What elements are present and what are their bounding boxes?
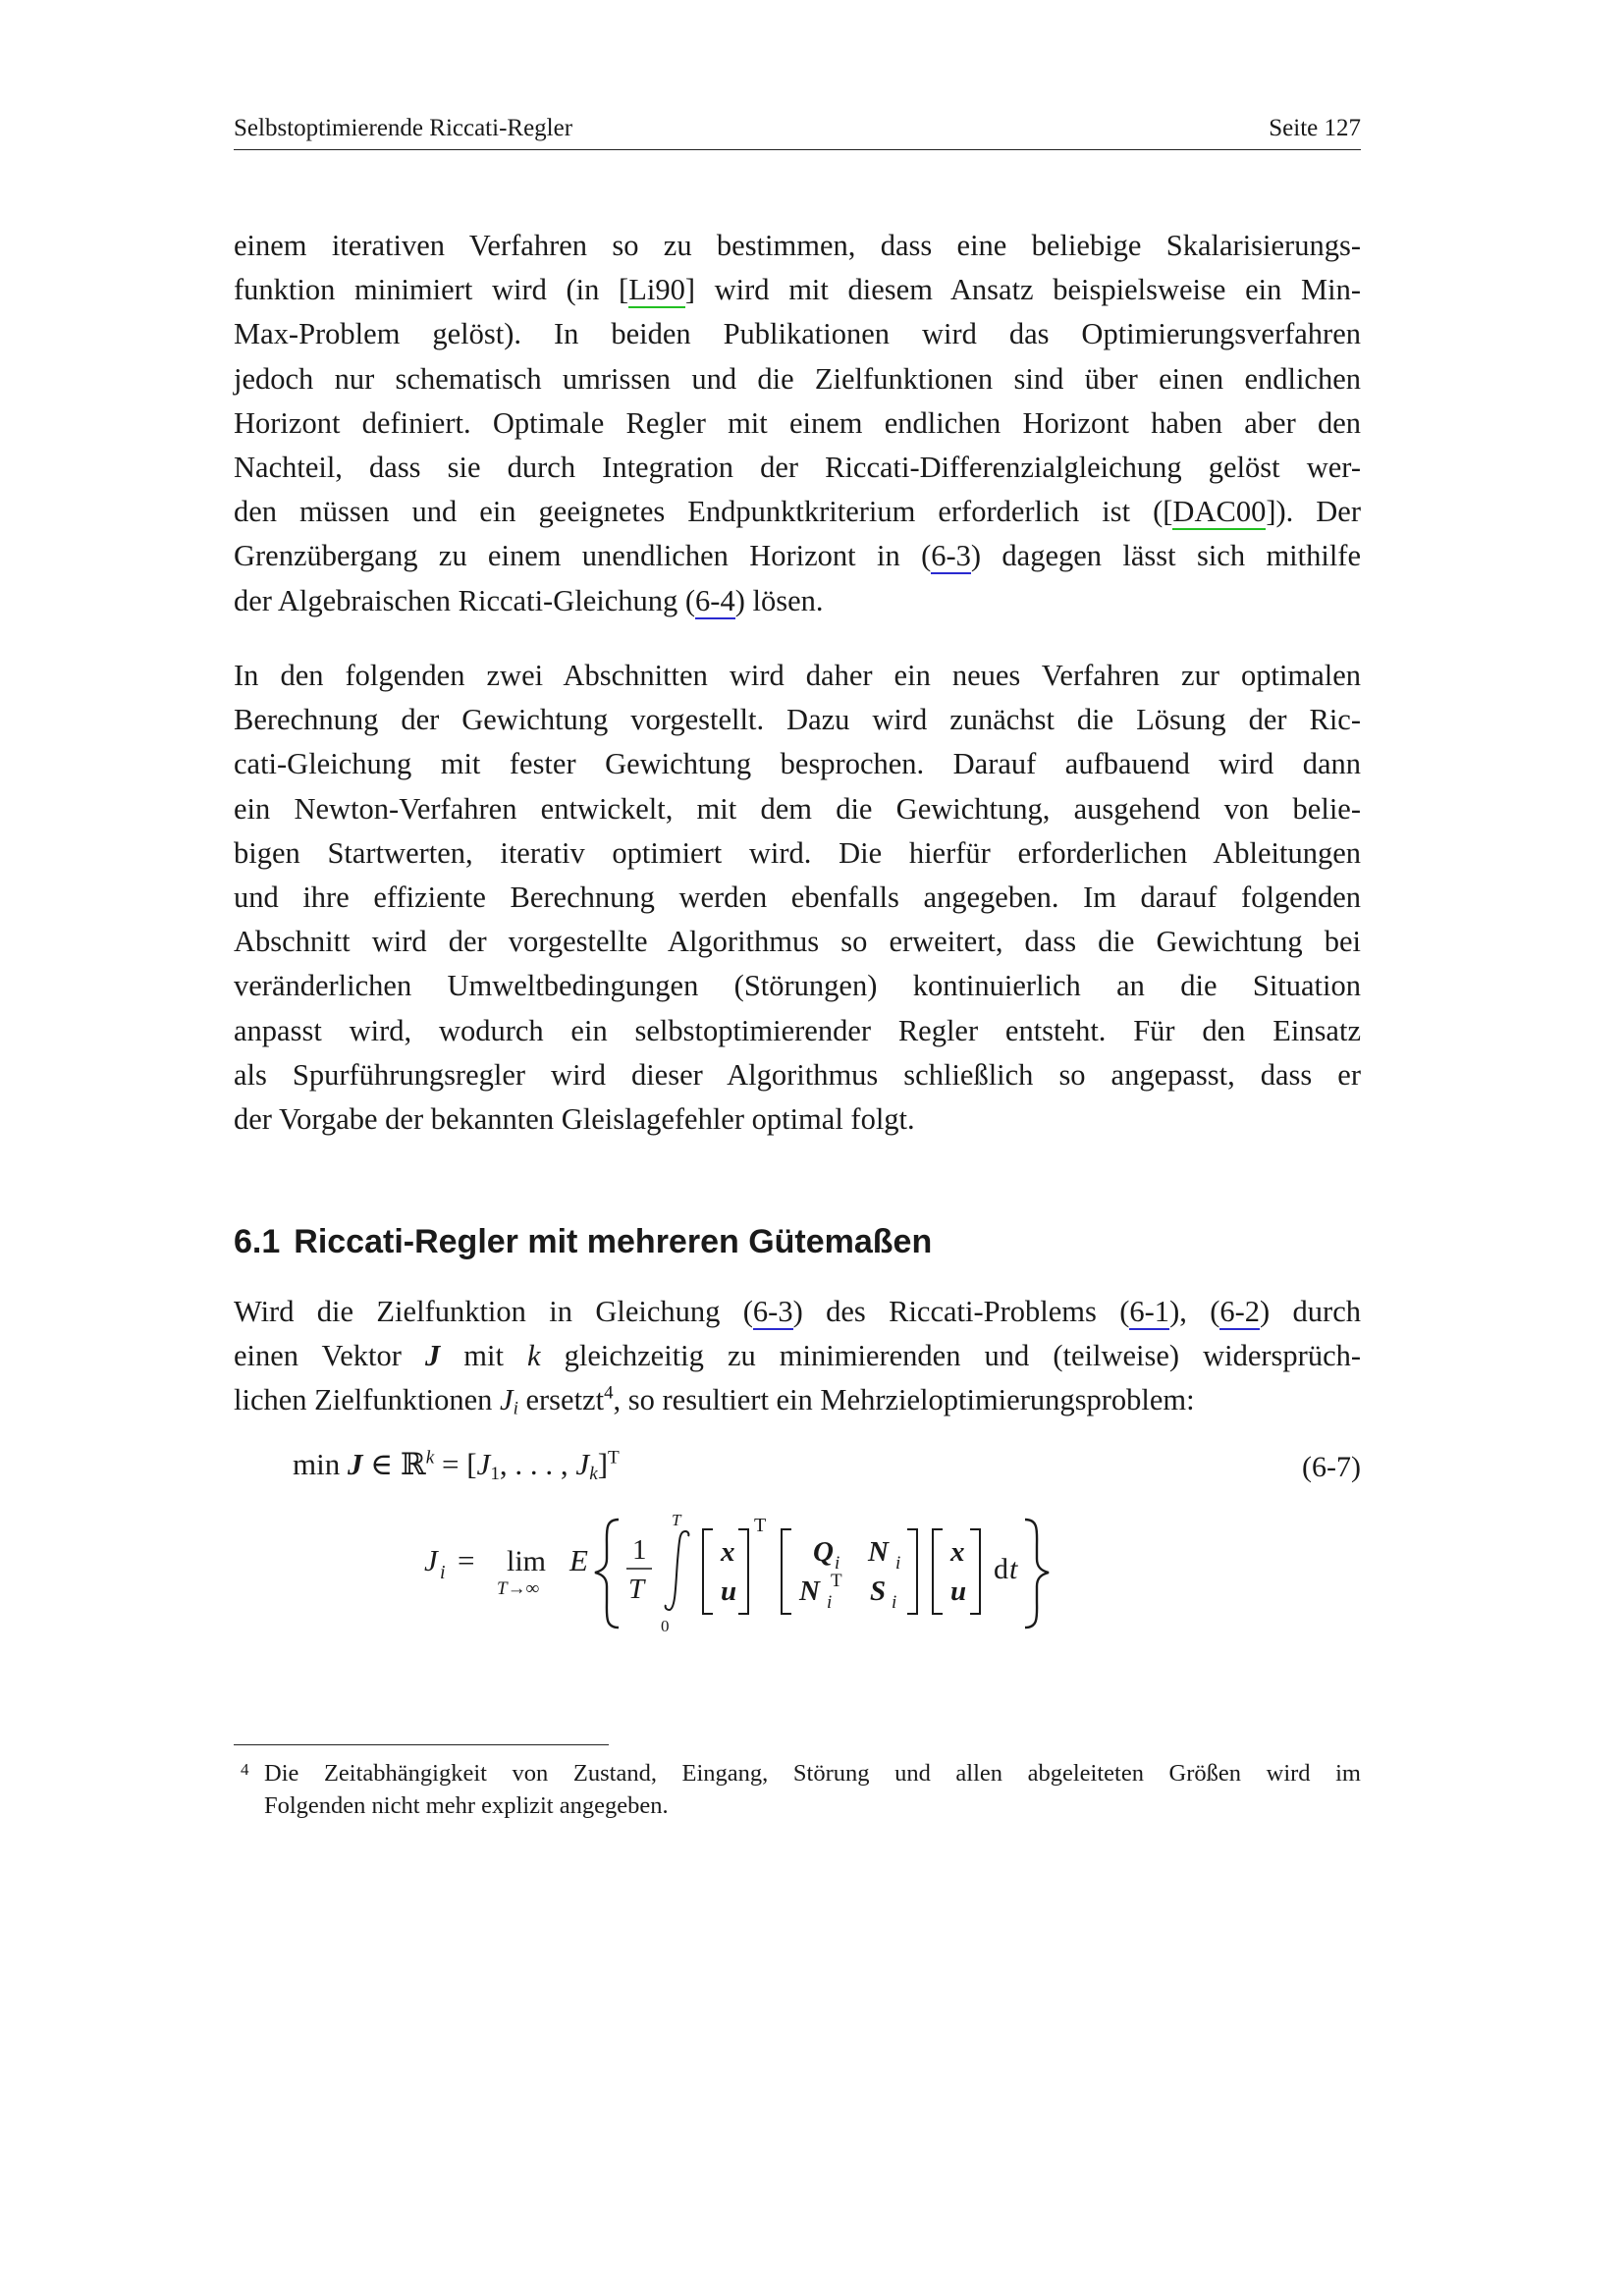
text-line: anpasst wird, wodurch ein selbstoptimierender Regler entsteht. Für den Einsatz xyxy=(234,1013,1361,1047)
svg-text:i: i xyxy=(827,1592,833,1613)
section-number: 6.1 xyxy=(234,1223,281,1260)
svg-text:d: d xyxy=(994,1553,1008,1585)
footnote-line: Die Zeitabhängigkeit von Zustand, Eingang, Störung und allen abgeleiteten Größen wird im xyxy=(264,1760,1361,1787)
section-heading xyxy=(234,1223,932,1261)
text-line: veränderlichen Umweltbedingungen (Störungen) kontinuierlich an die Situation xyxy=(234,969,1361,1003)
text-line: Wird die Zielfunktion in Gleichung (6-3) des Riccati-Problems (6-1), (6-2) durch xyxy=(234,1295,1361,1328)
text-line: lichen Zielfunktionen $J_i$ ersetzt$^4$, so resultiert ein Mehrzieloptimierungsproblem: xyxy=(234,1383,1195,1420)
text-line: als Spurführungsregler wird dieser Algorithmus schließlich so angepasst, dass er xyxy=(234,1057,1361,1092)
equation-link[interactable]: 6-4 xyxy=(695,583,735,617)
citation-link[interactable]: DAC00 xyxy=(1172,495,1267,529)
equation-link[interactable]: 6-1 xyxy=(1129,1295,1170,1328)
svg-text:u: u xyxy=(721,1575,737,1607)
equation-link[interactable]: 6-3 xyxy=(752,1295,793,1328)
text-line: Max-Problem gelöst). In beiden Publikationen wird das Optimierungsverfahren xyxy=(234,317,1361,351)
running-title: Selbstoptimierende Riccati-Regler xyxy=(234,115,573,141)
svg-text:T: T xyxy=(754,1515,767,1536)
svg-text:i: i xyxy=(440,1562,446,1583)
paragraph-3 xyxy=(234,1290,1361,1423)
svg-text:N: N xyxy=(799,1575,820,1607)
svg-text:T→∞: T→∞ xyxy=(497,1578,540,1599)
paragraph-1 xyxy=(234,224,1361,623)
footnote-rule xyxy=(234,1744,609,1745)
svg-text:t: t xyxy=(1009,1553,1018,1585)
svg-text:x: x xyxy=(950,1536,965,1568)
text-line: Horizont definiert. Optimale Regler mit einem endlichen Horizont haben aber den xyxy=(234,405,1361,440)
equation-link[interactable]: 6-2 xyxy=(1219,1295,1261,1328)
svg-text:S: S xyxy=(870,1575,887,1607)
svg-text:Q: Q xyxy=(813,1536,834,1568)
svg-text:T: T xyxy=(672,1511,681,1529)
text-line: der Vorgabe der bekannten Gleislagefehler optimal folgt. xyxy=(234,1102,915,1137)
footnote-marker[interactable]: 4 xyxy=(604,1383,614,1405)
text-line: der Algebraischen Riccati-Gleichung (6-4) lösen. xyxy=(234,583,824,617)
svg-text:lim: lim xyxy=(507,1545,547,1577)
text-line: cati-Gleichung mit fester Gewichtung besprochen. Darauf aufbauend wird dann xyxy=(234,747,1361,781)
equation-line-2 xyxy=(422,1502,1188,1639)
text-line: funktion minimiert wird (in [Li90] wird mit diesem Ansatz beispielsweise ein Min- xyxy=(234,273,1361,307)
text-line: bigen Startwerten, iterativ optimiert wird. Die hierfür erforderlichen Ableitungen xyxy=(234,835,1361,870)
text-line: einem iterativen Verfahren so zu bestimmen, dass eine beliebige Skalarisierungs- xyxy=(234,229,1361,262)
text-line: den müssen und ein geeignetes Endpunktkriterium erforderlich ist ([DAC00]). Der xyxy=(234,495,1361,529)
svg-text:i: i xyxy=(895,1553,901,1574)
svg-text:1: 1 xyxy=(632,1534,647,1566)
section-title-text: Riccati-Regler mit mehreren Gütemaßen xyxy=(294,1223,933,1260)
equation-link[interactable]: 6-3 xyxy=(931,539,971,573)
page-number: Seite 127 xyxy=(1269,115,1361,141)
svg-text:N: N xyxy=(868,1536,889,1568)
text-line: In den folgenden zwei Abschnitten wird daher ein neues Verfahren zur optimalen xyxy=(234,659,1361,692)
svg-text:J: J xyxy=(424,1543,438,1577)
svg-text:x: x xyxy=(721,1536,735,1568)
text-line: und ihre effiziente Berechnung werden ebenfalls angegeben. Im darauf folgenden xyxy=(234,881,1361,915)
text-line: jedoch nur schematisch umrissen und die Zielfunktionen sind über einen endlichen xyxy=(234,361,1361,396)
text-line: Berechnung der Gewichtung vorgestellt. Dazu wird zunächst die Lösung der Ric- xyxy=(234,703,1361,737)
citation-link[interactable]: Li90 xyxy=(628,273,685,307)
svg-text:0: 0 xyxy=(661,1617,670,1635)
paragraph-2 xyxy=(234,654,1361,1142)
text-line: Nachteil, dass sie durch Integration der Riccati-Differenzialgleichung gelöst wer- xyxy=(234,451,1361,485)
footnote-number: 4 xyxy=(241,1760,249,1779)
equation-number: (6-7) xyxy=(1302,1451,1361,1483)
svg-text:=: = xyxy=(458,1543,475,1577)
svg-text:E: E xyxy=(569,1543,588,1577)
svg-text:T: T xyxy=(628,1574,645,1605)
svg-text:i: i xyxy=(892,1592,897,1613)
equation-line-1: min J ∈ ℝ$^k$ = [$J_1$, . . . , $J_k]^T$ xyxy=(293,1447,620,1484)
text-line: Abschnitt wird der vorgestellte Algorithmus so erweitert, dass die Gewichtung bei xyxy=(234,925,1361,959)
svg-text:T: T xyxy=(831,1571,842,1591)
svg-text:u: u xyxy=(950,1575,967,1607)
text-line: einen Vektor J mit k gleichzeitig zu minimierenden und (teilweise) widersprüch- xyxy=(234,1339,1362,1373)
text-line: Grenzübergang zu einem unendlichen Horizont in (6-3) dagegen lässt sich mithilfe xyxy=(234,539,1362,573)
footnote xyxy=(241,1757,1361,1822)
text-line: ein Newton-Verfahren entwickelt, mit dem die Gewichtung, ausgehend von belie- xyxy=(234,791,1361,826)
svg-text:i: i xyxy=(835,1553,840,1574)
page-header xyxy=(234,110,1361,150)
footnote-line: Folgenden nicht mehr explizit angegeben. xyxy=(264,1792,669,1819)
